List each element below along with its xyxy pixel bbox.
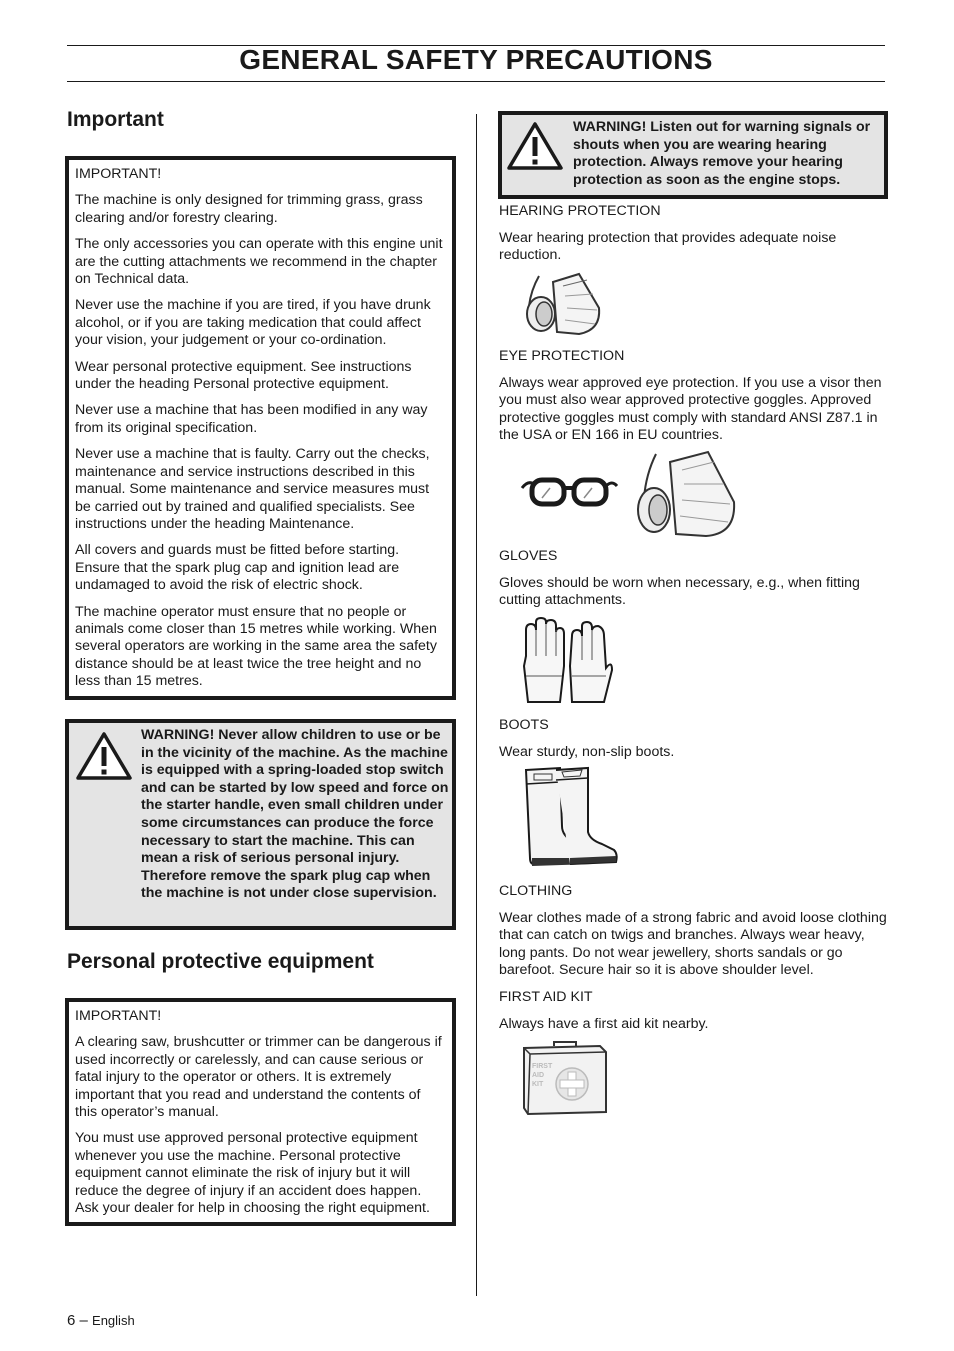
paragraph: A clearing saw, brushcutter or trimmer can be dangerous if used incorrectly or carelessly, and can cause serious or fatal injury to the operator or others. It is extremely important that you read and understand the contents of this operator’s manual. <box>75 1034 442 1121</box>
gloves-icon <box>520 616 614 706</box>
paragraph: Never use a machine that has been modified in any way from its original specification. <box>75 402 428 436</box>
title-rule-bottom <box>67 81 885 82</box>
important-box <box>65 156 456 700</box>
paragraph: Wear personal protective equipment. See instructions under the heading Personal protective equipment. <box>75 358 412 393</box>
paragraph: You must use approved personal protective equipment whenever you use the machine. Personal protective equipment cannot eliminate the risk of injury but it will reduce the degree of injury if an accident does happen. Ask your dealer for help in choosing the right equipment. <box>75 1130 430 1217</box>
warning-triangle-icon <box>75 731 133 781</box>
eye-title: EYE PROTECTION <box>499 348 625 364</box>
warning-text: WARNING! Never allow children to use or be in the vicinity of the machine. As the machine is equipped with a spring-loaded stop switch and can be started by low speed and force on the starter handle, even small children under some circumstances can produce the force necessary to start the machine. This can mean a risk of serious personal injury. Therefore remove the spark plug cap when the machine is not under close supervision. <box>141 727 449 902</box>
hearing-protection-icon <box>519 270 603 336</box>
gloves-title: GLOVES <box>499 548 558 564</box>
box-title: IMPORTANT! <box>75 166 162 182</box>
children-warning-box <box>65 719 456 930</box>
warning-text: WARNING! Listen out for warning signals or shouts when you are wearing hearing protection. Always remove your hearing protection as soon as the engine stops. <box>573 119 871 188</box>
paragraph: The machine operator must ensure that no people or animals come closer than 15 metres while working. When several operators are working in the same area the safety distance should be at least twice the tree height and no less than 15 metres. <box>75 603 437 690</box>
page-title: GENERAL SAFETY PRECAUTIONS <box>239 44 713 75</box>
paragraph: Never use a machine that is faulty. Carry out the checks, maintenance and service instructions described in this manual. Some maintenance and service measures must be carried out by trained and qualified specialists. See instructions under the heading Maintenance. <box>75 446 430 532</box>
boots-icon <box>522 766 620 872</box>
important-heading: Important <box>67 108 164 131</box>
boots-title: BOOTS <box>499 717 549 733</box>
ppe-box <box>65 998 456 1226</box>
paragraph: The only accessories you can operate with this engine unit are the cutting attachments we recommend in the chapter on Technical data. <box>75 236 443 288</box>
hearing-title: HEARING PROTECTION <box>499 203 661 219</box>
visor-icon <box>630 450 738 538</box>
box-title: IMPORTANT! <box>75 1008 162 1024</box>
boots-text: Wear sturdy, non-slip boots. <box>499 744 675 760</box>
firstaid-title: FIRST AID KIT <box>499 989 593 1005</box>
first-aid-kit-icon <box>520 1040 610 1116</box>
clothing-text: Wear clothes made of a strong fabric and avoid loose clothing that can catch on twigs and branches. Always wear heavy, long pants. Do not wear jewellery, shorts sandals or go barefoot. Secure hair so it is above shoulder level. <box>499 910 887 979</box>
firstaid-text: Always have a first aid kit nearby. <box>499 1016 709 1032</box>
gloves-text: Gloves should be worn when necessary, e.g., when fitting cutting attachments. <box>499 575 860 609</box>
hearing-text: Wear hearing protection that provides adequate noise reduction. <box>499 230 837 264</box>
footer-language: English <box>92 1313 135 1328</box>
warning-triangle-icon <box>506 121 564 171</box>
kit-label: AID <box>532 1072 545 1079</box>
kit-label: FIRST <box>532 1063 553 1070</box>
kit-label: KIT <box>532 1081 544 1088</box>
paragraph: Never use the machine if you are tired, if you have drunk alcohol, or if you are taking medication that could affect your vision, your judgement or your co-ordination. <box>75 297 431 349</box>
clothing-title: CLOTHING <box>499 883 573 899</box>
page-number: 6 – <box>67 1312 88 1329</box>
column-divider <box>476 114 477 1296</box>
hearing-warning-box <box>498 111 888 199</box>
page-footer <box>67 1312 135 1329</box>
eye-text: Always wear approved eye protection. If you use a visor then you must also wear approved protective goggles. Approved protective goggles must comply with standard ANSI Z87.1 in the USA or EN 166 in EU countries. <box>499 375 882 444</box>
paragraph: The machine is only designed for trimming grass, grass clearing and/or forestry clearing. <box>75 192 423 226</box>
ppe-heading: Personal protective equipment <box>67 950 374 973</box>
goggles-icon <box>520 476 618 508</box>
paragraph: All covers and guards must be fitted before starting. Ensure that the spark plug cap and ignition lead are undamaged to avoid the risk of electric shock. <box>75 542 400 594</box>
